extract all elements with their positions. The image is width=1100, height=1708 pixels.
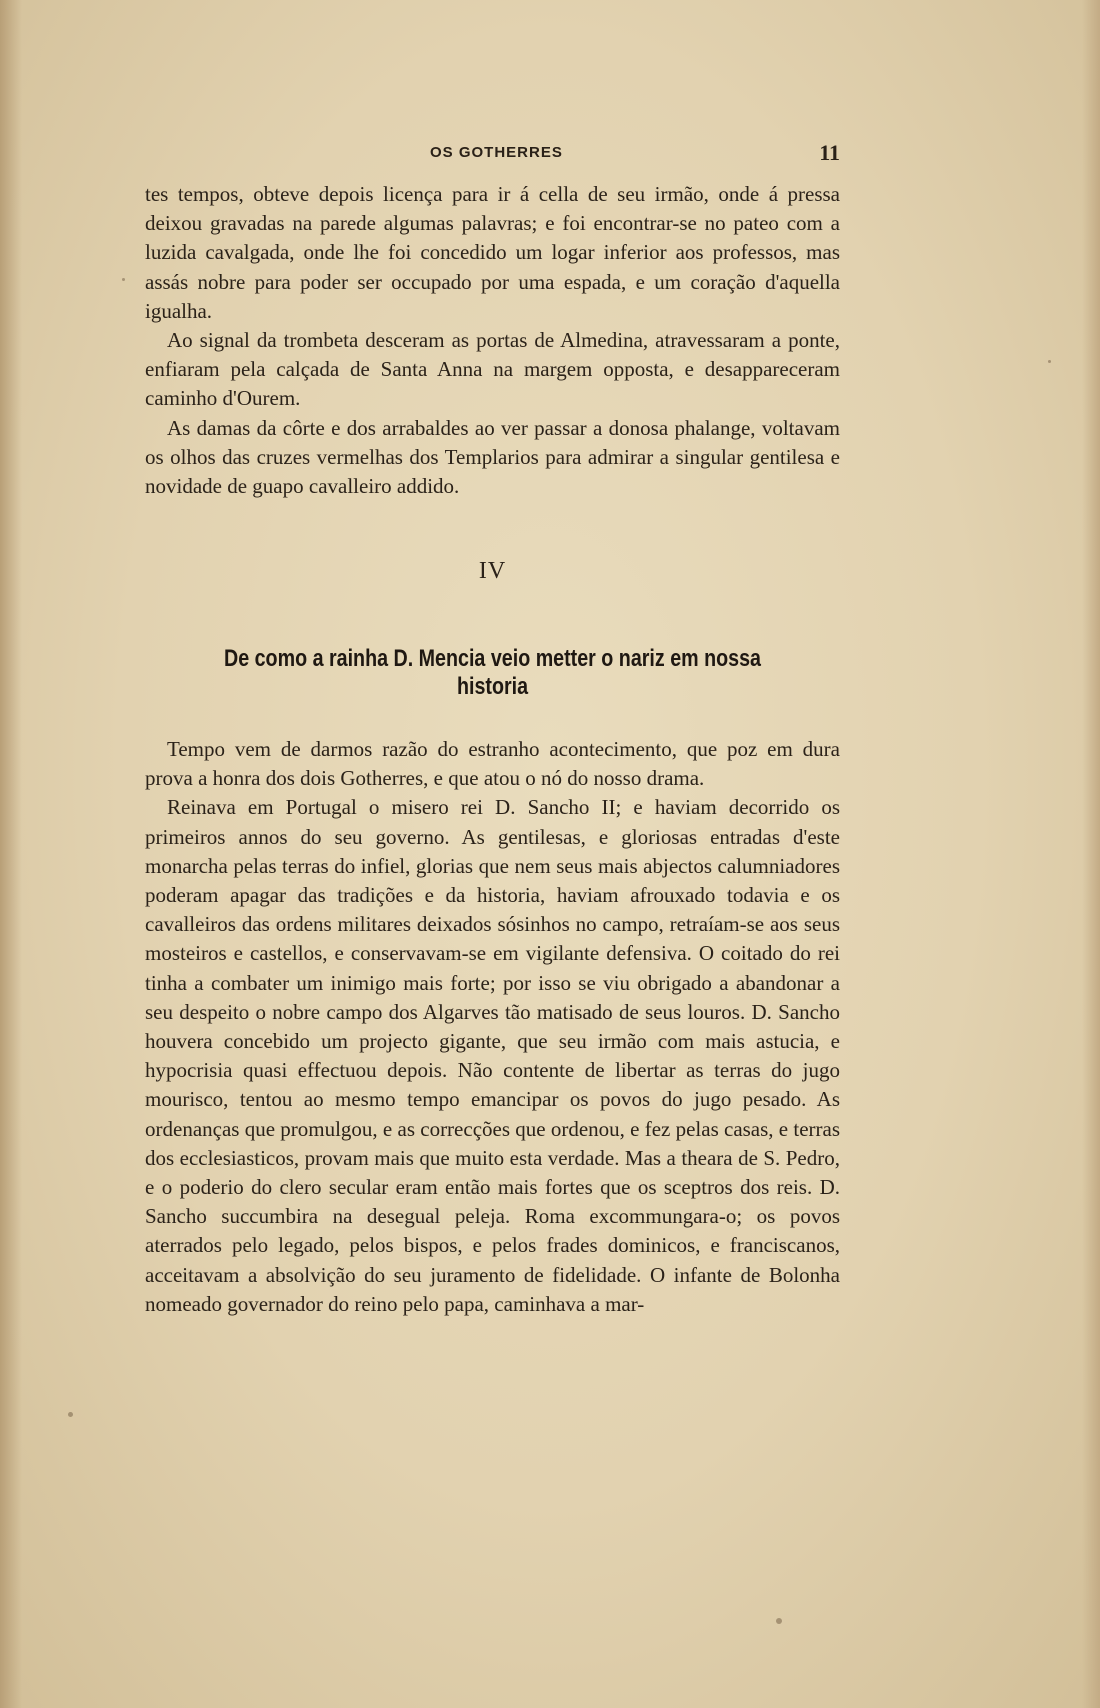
- paper-speck: [1048, 360, 1051, 363]
- page-number: 11: [819, 140, 840, 165]
- running-title: OS GOTHERRES: [430, 144, 563, 161]
- paper-speck: [776, 1618, 782, 1624]
- chapter-number: IV: [478, 558, 507, 584]
- paragraph: Reinava em Portugal o misero rei D. Sancho II; e haviam decorrido os primeiros annos do seu governo. As gentilesas, e gloriosas entradas d'este monarcha pelas terras do infiel, glorias que nem seus mais abjectos calumniadores poderam apagar das tradições e da historia, haviam afrouxado todavia e os cavalleiros das ordens militares deixados sósinhos no campo, retraíam-se aos seus mosteiros e castellos, e conservavam-se em vigilante defensiva. O coitado do rei tinha a combater um inimigo mais forte; por isso se viu obrigado a abandonar a seu despeito o nobre campo dos Algarves tão matisado de seus louros. D. Sancho houvera concebido um projecto gigante, que seu irmão com mais astucia, e hypocrisia quasi effectuou depois. Não contente de libertar as terras do jugo mourisco, tentou ao mesmo tempo emancipar os povos do jugo pesado. As ordenanças que promulgou, e as correcções que ordenou, e fez pelas casas, e terras dos ecclesiasticos, provam mais que muito esta verdade. Mas a theara de S. Pedro, e o poderio do clero secular eram então mais fortes que os sceptros dos reis. D. Sancho succumbira na desegual peleja. Roma excommungara-o; os povos aterrados pelo legado, pelos bispos, e pelos frades dominicos, e franciscanos, acceitavam a absolvição do seu juramento de fidelidade. O infante de Bolonha nomeado governador do reino pelo papa, caminhava a mar-: [145, 795, 841, 1316]
- chapter-title: De como a rainha D. Mencia veio metter o nariz em nossa historia: [223, 645, 761, 700]
- paragraph: As damas da côrte e dos arrabaldes ao ver passar a donosa phalange, voltavam os olhos das cruzes vermelhas dos Templarios para admirar a singular gentilesa e novidade de guapo cavalleiro addido.: [145, 415, 840, 499]
- text-block-after-chapter: [145, 735, 840, 1319]
- paragraph: Ao signal da trombeta desceram as portas de Almedina, atravessaram a ponte, enfiaram pela calçada de Santa Anna na margem opposta, e desappareceram caminho d'Ourem.: [145, 328, 840, 411]
- paper-speck: [122, 278, 125, 281]
- text-block-before-chapter: [145, 180, 840, 501]
- paragraph: Tempo vem de darmos razão do estranho acontecimento, que poz em dura prova a honra dos dois Gotherres, e que atou o nó do nosso drama.: [145, 737, 840, 791]
- paper-speck: [68, 1412, 73, 1417]
- paragraph: tes tempos, obteve depois licença para ir á cella de seu irmão, onde á pressa deixou gravadas na parede algumas palavras; e foi encontrar-se no pateo com a luzida cavalgada, onde lhe foi concedido um logar inferior aos professos, mas assás nobre para poder ser occupado por uma espada, e um coração d'aquella igualha.: [145, 182, 840, 323]
- running-head: [145, 140, 840, 170]
